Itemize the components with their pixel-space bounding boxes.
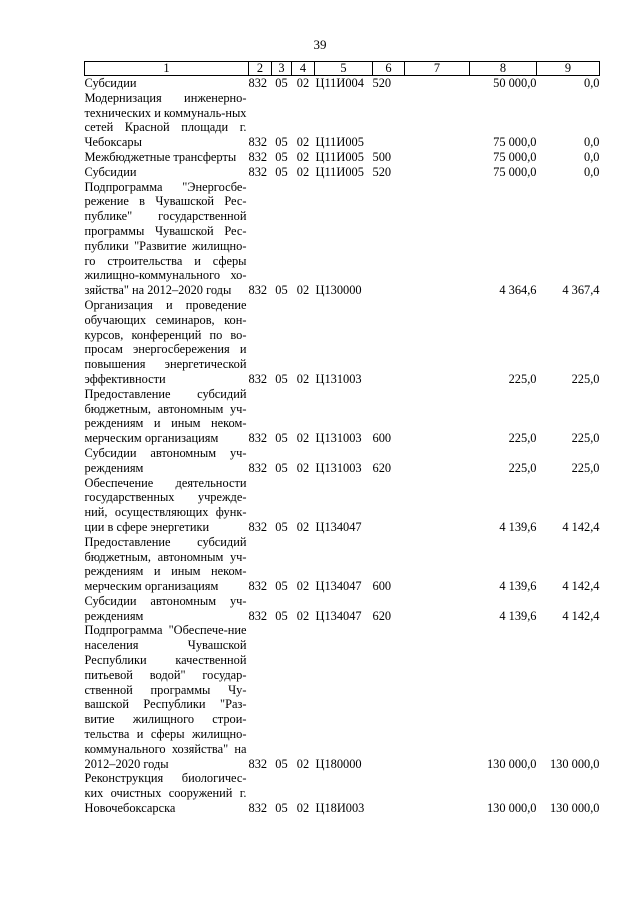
column-header-2: 2	[249, 62, 272, 76]
row-expense-type: 620	[372, 460, 392, 475]
row-target-code: Ц11И004	[315, 76, 364, 90]
row-name: Субсидии автономным уч-реждениям	[84, 593, 247, 623]
row-section-code: 05	[275, 756, 288, 771]
row-subsection-code: 02	[296, 135, 310, 150]
row-col-7	[405, 76, 470, 91]
row-subsection-code: 02	[296, 431, 310, 446]
row-section-code: 05	[275, 135, 288, 150]
row-subsection-code: 02	[296, 579, 310, 594]
row-section-code: 05	[275, 149, 288, 164]
row-amount-1: 4 139,6	[499, 579, 537, 594]
row-amount-2: 4 367,4	[562, 283, 600, 298]
row-expense-type	[373, 91, 405, 150]
row-ministry-code: 832	[248, 579, 268, 594]
row-amount-1: 75 000,0	[493, 149, 537, 164]
row-ministry-code: 832	[248, 519, 268, 534]
row-amount-1: 50 000,0	[493, 76, 537, 90]
row-name: Предоставление субсидий бюджетным, автономным уч-реждениям и иным неком-мерческим организациям	[84, 386, 247, 446]
row-ministry-code: 832	[248, 76, 268, 90]
row-col-7	[405, 91, 470, 150]
row-amount-2: 0,0	[584, 164, 600, 179]
row-ministry-code: 832	[248, 801, 268, 816]
column-header-3: 3	[272, 62, 292, 76]
row-col-7	[405, 180, 470, 298]
row-target-code: Ц134047	[315, 579, 362, 594]
row-col-7	[405, 771, 470, 815]
row-name: Организация и проведение обучающих семинаров, кон-курсов, конференций по во-просам энергосбережения и повышения энергетической эффективности	[84, 297, 247, 386]
row-col-7	[405, 298, 470, 387]
row-subsection-code: 02	[296, 76, 310, 90]
row-col-7	[405, 150, 470, 165]
row-amount-2: 225,0	[571, 371, 600, 386]
row-section-code: 05	[275, 801, 288, 816]
row-amount-2: 130 000,0	[549, 801, 600, 816]
row-expense-type	[373, 476, 405, 535]
table-row	[85, 180, 600, 298]
column-header-1: 1	[85, 62, 249, 76]
row-name: Субсидии автономным уч-реждениям	[84, 445, 247, 475]
row-expense-type: 520	[372, 164, 392, 179]
column-header-9: 9	[537, 62, 600, 76]
row-subsection-code: 02	[296, 283, 310, 298]
row-target-code: Ц130000	[315, 283, 362, 298]
table-row	[85, 476, 600, 535]
table-row	[85, 150, 600, 165]
table-header	[85, 62, 600, 76]
column-header-4: 4	[292, 62, 315, 76]
row-subsection-code: 02	[296, 801, 310, 816]
table-row	[85, 594, 600, 624]
row-section-code: 05	[275, 579, 288, 594]
row-target-code: Ц131003	[315, 371, 362, 386]
row-section-code: 05	[275, 371, 288, 386]
row-expense-type: 600	[372, 579, 392, 594]
column-header-6: 6	[373, 62, 405, 76]
table-row	[85, 446, 600, 476]
row-section-code: 05	[275, 76, 288, 90]
row-name: Обеспечение деятельности государственных учрежде-ний, осуществляющих функ-ции в сфере энергетики	[84, 475, 247, 534]
row-subsection-code: 02	[296, 756, 310, 771]
row-amount-1: 225,0	[508, 371, 537, 386]
row-name: Модернизация инженерно-технических и коммуналь-ных сетей Красной площади г. Чебоксары	[84, 90, 247, 150]
row-section-code: 05	[275, 283, 288, 298]
row-target-code: Ц134047	[315, 608, 362, 623]
row-ministry-code: 832	[248, 608, 268, 623]
row-target-code: Ц18И003	[315, 801, 365, 816]
row-col-7	[405, 387, 470, 446]
row-name: Подпрограмма "Энергосбе-режение в Чувашской Рес-публике" государственной программы Чувашской Рес-публики "Развитие жилищно-го строительства и сферы жилищно-коммунального хо-зяйства" на 2012–2020 годы	[84, 179, 247, 298]
row-section-code: 05	[275, 608, 288, 623]
row-col-7	[405, 476, 470, 535]
row-expense-type: 520	[372, 76, 392, 90]
table-row	[85, 298, 600, 387]
row-section-code: 05	[275, 164, 288, 179]
budget-table	[84, 61, 600, 816]
row-amount-1: 4 364,6	[499, 283, 537, 298]
row-amount-1: 4 139,6	[499, 519, 537, 534]
row-expense-type: 620	[372, 608, 392, 623]
column-header-7: 7	[405, 62, 470, 76]
row-subsection-code: 02	[296, 164, 310, 179]
row-name: Субсидии	[84, 164, 137, 179]
row-subsection-code: 02	[296, 519, 310, 534]
page-number: 39	[313, 37, 327, 52]
row-expense-type: 500	[372, 149, 392, 164]
column-header-5: 5	[315, 62, 373, 76]
row-expense-type	[373, 180, 405, 298]
row-amount-1: 75 000,0	[493, 135, 537, 150]
table-row	[85, 535, 600, 594]
row-section-code: 05	[275, 460, 288, 475]
table-row	[85, 165, 600, 180]
row-col-7	[405, 165, 470, 180]
row-target-code: Ц180000	[315, 756, 362, 771]
table-row	[85, 91, 600, 150]
row-amount-1: 75 000,0	[493, 164, 537, 179]
table-row	[85, 623, 600, 771]
row-expense-type	[373, 771, 405, 815]
row-subsection-code: 02	[296, 149, 310, 164]
table-header-row	[85, 62, 600, 76]
row-amount-2: 225,0	[571, 431, 600, 446]
row-subsection-code: 02	[296, 371, 310, 386]
row-ministry-code: 832	[248, 283, 268, 298]
row-target-code: Ц11И005	[315, 135, 364, 150]
row-ministry-code: 832	[248, 164, 268, 179]
row-amount-2: 4 142,4	[562, 519, 600, 534]
row-amount-1: 130 000,0	[486, 756, 537, 771]
row-subsection-code: 02	[296, 460, 310, 475]
row-amount-1: 225,0	[508, 460, 537, 475]
row-name: Субсидии	[84, 76, 137, 90]
row-ministry-code: 832	[248, 135, 268, 150]
row-target-code: Ц131003	[315, 460, 362, 475]
row-col-7	[405, 594, 470, 624]
table-row	[85, 387, 600, 446]
row-amount-2: 225,0	[571, 460, 600, 475]
row-expense-type: 600	[372, 431, 392, 446]
row-ministry-code: 832	[248, 149, 268, 164]
row-name: Подпрограмма "Обеспече-ние населения Чувашской Республики качественной питьевой водой" государ-ственной программы Чу-вашской Республики "Раз-витие жилищного строи-тельства и сферы жилищно-коммунального хозяйства" на 2012–2020 годы	[84, 623, 247, 771]
row-name: Предоставление субсидий бюджетным, автономным уч-реждениям и иным неком-мерческим организациям	[84, 534, 247, 594]
row-ministry-code: 832	[248, 756, 268, 771]
column-header-8: 8	[470, 62, 537, 76]
row-col-7	[405, 446, 470, 476]
row-ministry-code: 832	[248, 371, 268, 386]
row-amount-2: 0,0	[584, 76, 600, 90]
row-amount-1: 130 000,0	[486, 801, 537, 816]
row-ministry-code: 832	[248, 431, 268, 446]
row-amount-2: 4 142,4	[562, 579, 600, 594]
table-row	[85, 771, 600, 815]
row-amount-2: 0,0	[584, 135, 600, 150]
row-section-code: 05	[275, 519, 288, 534]
table-row	[85, 76, 600, 91]
row-target-code: Ц131003	[315, 431, 362, 446]
row-subsection-code: 02	[296, 608, 310, 623]
row-amount-2: 0,0	[584, 149, 600, 164]
row-target-code: Ц11И005	[315, 164, 364, 179]
row-amount-1: 4 139,6	[499, 608, 537, 623]
row-name: Межбюджетные трансферты	[84, 149, 237, 164]
row-expense-type	[373, 623, 405, 771]
row-col-7	[405, 535, 470, 594]
row-col-7	[405, 623, 470, 771]
row-expense-type	[373, 298, 405, 387]
row-target-code: Ц11И005	[315, 149, 364, 164]
row-name: Реконструкция биологичес-ких очистных сооружений г. Новочебоксарска	[84, 771, 247, 816]
row-target-code: Ц134047	[315, 519, 362, 534]
row-amount-2: 4 142,4	[562, 608, 600, 623]
row-amount-2: 130 000,0	[549, 756, 600, 771]
row-section-code: 05	[275, 431, 288, 446]
table-body	[85, 76, 600, 816]
row-amount-1: 225,0	[508, 431, 537, 446]
row-ministry-code: 832	[248, 460, 268, 475]
